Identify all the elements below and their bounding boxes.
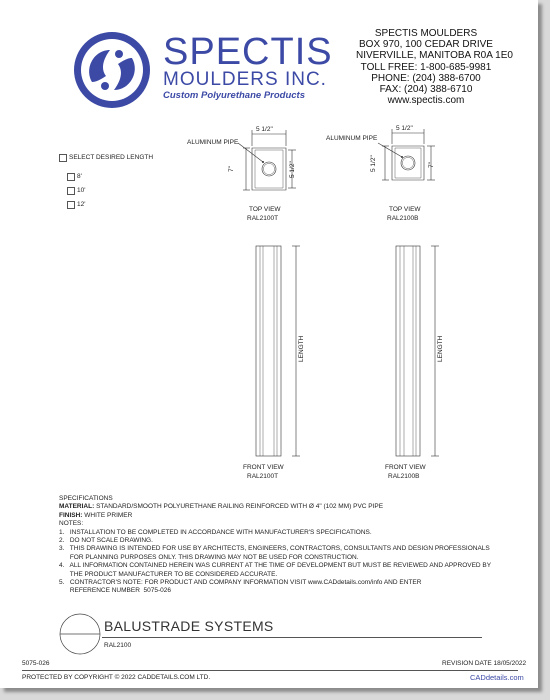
footer-ref: 5075-026 [22, 660, 50, 667]
footer-brand-link[interactable]: CADdetails.com [470, 673, 524, 682]
company-tollfree: TOLL FREE: 1-800-685-9981 [360, 61, 492, 73]
width-dim-b: 5 1/2" [396, 125, 413, 132]
top-view-model-b: RAL2100B [387, 215, 419, 222]
note-line: 3. THIS DRAWING IS INTENDED FOR USE BY ARCHITECTS, ENGINEERS, CONTRACTORS, CONSULTANTS AND DESIGN PROFESSIONALS [59, 545, 490, 553]
logo-line2: MOULDERS INC. [163, 69, 327, 90]
height-dim-right-b: 7" [428, 162, 435, 168]
note-line: REFERENCE NUMBER 5075-026 [59, 587, 171, 595]
logo-tagline: Custom Polyurethane Products [163, 90, 305, 101]
footer-divider [22, 670, 518, 671]
front-view-model-t: RAL2100T [247, 473, 279, 480]
company-website: www.spectis.com [387, 95, 465, 107]
specifications-block [59, 495, 491, 596]
notes-heading: NOTES: [59, 520, 84, 528]
front-view-model-b: RAL2100B [388, 473, 420, 480]
length-dim-b: LENGTH [437, 335, 444, 362]
company-name: SPECTIS MOULDERS [374, 28, 478, 39]
length-12-label: 12' [77, 201, 86, 208]
spec-finish-text: WHITE PRIMER [82, 511, 133, 519]
aluminum-pipe-label-t: ALUMINUM PIPE [187, 139, 239, 146]
note-line: 1. INSTALLATION TO BE COMPLETED IN ACCORDANCE WITH MANUFACTURER'S SPECIFICATIONS. [59, 528, 372, 536]
top-view-b-profile [392, 146, 424, 180]
note-line: FOR PLANNING PURPOSES ONLY. THIS DRAWING MAY NOT BE USED FOR CONSTRUCTION. [59, 553, 359, 561]
spec-material [59, 503, 491, 511]
height-dim-right-t: 5 1/2" [289, 161, 296, 178]
front-view-label-b: FRONT VIEW [385, 464, 426, 471]
spec-heading: SPECIFICATIONS [59, 495, 113, 502]
title-block-title: BALUSTRADE SYSTEMS [104, 618, 274, 634]
footer-revision: REVISION DATE 18/05/2022 [442, 660, 527, 667]
aluminum-pipe-label-b: ALUMINUM PIPE [326, 135, 378, 142]
spec-finish [59, 512, 491, 520]
length-10-label: 10' [77, 187, 86, 194]
spec-material-label: MATERIAL: [59, 503, 95, 511]
height-dim-left-b: 5 1/2" [370, 155, 377, 172]
front-view-t-rail [256, 246, 281, 456]
options-header: SELECT DESIRED LENGTH [69, 154, 154, 161]
height-dim-left-t: 7" [228, 166, 235, 172]
top-view-model-t: RAL2100T [247, 215, 279, 222]
length-dim-t: LENGTH [298, 335, 305, 362]
top-view-t-profile [252, 148, 286, 190]
note-line: 2. DO NOT SCALE DRAWING. [59, 537, 153, 545]
note-line: THE PRODUCT MANUFACTURER TO BE CONSIDERED ACCURATE. [59, 570, 278, 578]
logo-line1: SPECTIS [163, 31, 333, 73]
spec-material-text: STANDARD/SMOOTH POLYURETHANE RAILING REINFORCED WITH Ø 4" (102 MM) PVC PIPE [94, 503, 384, 511]
company-address1: BOX 970, 100 CEDAR DRIVE [359, 39, 493, 51]
front-view-label-t: FRONT VIEW [243, 464, 284, 471]
title-block-model: RAL2100 [104, 642, 132, 649]
length-8-label: 8' [77, 173, 82, 180]
title-block-symbol-icon [58, 612, 102, 656]
company-phone: PHONE: (204) 388-6700 [371, 72, 481, 84]
note-line: 4. ALL INFORMATION CONTAINED HEREIN WAS CURRENT AT THE TIME OF DEVELOPMENT BUT MUST BE REVIEWED AND APPROVED BY [59, 562, 492, 570]
front-view-b-rail [396, 246, 420, 456]
spec-finish-label: FINISH: [59, 511, 83, 519]
top-view-label-b: TOP VIEW [389, 206, 421, 213]
top-view-label-t: TOP VIEW [249, 206, 281, 213]
width-dim-t: 5 1/2" [256, 126, 273, 133]
company-address2: NIVERVILLE, MANITOBA R0A 1E0 [356, 50, 513, 62]
title-divider [102, 637, 482, 638]
footer-copyright: PROTECTED BY COPYRIGHT © 2022 CADDETAILS.COM LTD. [22, 674, 211, 681]
company-fax: FAX: (204) 388-6710 [379, 84, 473, 96]
note-line: 5. CONTRACTOR'S NOTE: FOR PRODUCT AND COMPANY INFORMATION VISIT www.CADdetails.com/info AND ENTER [59, 579, 422, 587]
